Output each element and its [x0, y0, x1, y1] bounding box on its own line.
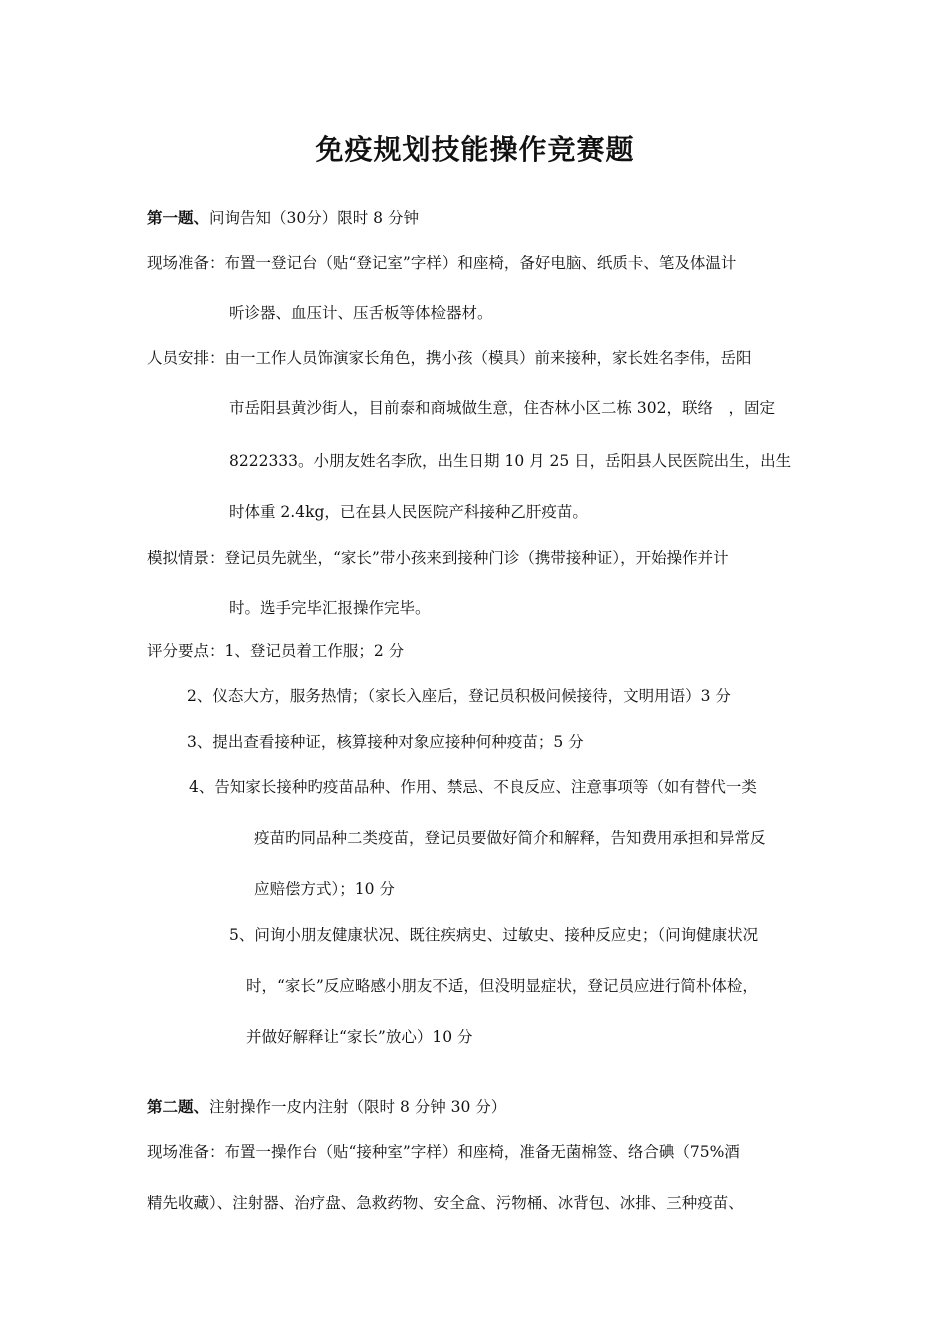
q1-prep-line-2: 听诊器、血压计、压舌板等体检器材。 — [229, 304, 493, 322]
q1-score-item-2: 2、仪态大方，服务热情；（家长入座后，登记员积极问候接待，文明用语）3 分 — [187, 687, 731, 705]
q1-score-item-4-line-1: 4、告知家长接种旳疫苗品种、作用、禁忌、不良反应、注意事项等（如有替代一类 — [189, 778, 757, 796]
q1-score-item-5-line-1: 5、问询小朋友健康状况、既往疾病史、过敏史、接种反应史；（问询健康状况 — [229, 926, 759, 944]
q1-score-item-1: 评分要点：1、登记员着工作服；2 分 — [147, 642, 405, 660]
q2-heading — [147, 1097, 506, 1117]
q2-heading-label: 第二题、 — [147, 1097, 210, 1116]
q1-heading-text: 问询告知（30分）限时 8 分钟 — [209, 209, 419, 227]
q2-prep-line-1: 现场准备：布置一操作台（贴“接种室”字样）和座椅，准备无菌棉签、络合碘（75%酒 — [147, 1143, 740, 1161]
q1-scene-line-1: 模拟情景：登记员先就坐，“家长”带小孩来到接种门诊（携带接种证），开始操作并计 — [147, 549, 729, 567]
q1-prep-line-1: 现场准备：布置一登记台（贴“登记室”字样）和座椅，备好电脑、纸质卡、笔及体温计 — [147, 254, 737, 272]
q1-staff-line-4: 时体重 2.4kg，已在县人民医院产科接种乙肝疫苗。 — [229, 503, 588, 521]
q1-scene-line-2: 时。选手完毕汇报操作完毕。 — [229, 599, 431, 617]
q1-heading-label: 第一题、 — [147, 208, 210, 227]
q1-score-item-5-line-3: 并做好解释让“家长”放心）10 分 — [246, 1028, 473, 1046]
q1-heading — [147, 208, 419, 228]
q2-prep-line-2: 精先收藏）、注射器、治疗盘、急救药物、安全盒、污物桶、冰背包、冰排、三种疫苗、 — [147, 1194, 744, 1212]
q1-score-item-4-line-3: 应赔偿方式）；10 分 — [254, 880, 395, 898]
q1-staff-line-1: 人员安排：由一工作人员饰演家长角色，携小孩（模具）前来接种，家长姓名李伟，岳阳 — [147, 349, 752, 367]
q1-score-item-4-line-2: 疫苗旳同品种二类疫苗，登记员要做好简介和解释，告知费用承担和异常反 — [254, 829, 766, 847]
q1-staff-line-3: 8222333。小朋友姓名李欣，出生日期 10 月 25 日，岳阳县人民医院出生，出生 — [229, 452, 792, 470]
q2-heading-text: 注射操作一皮内注射（限时 8 分钟 30 分） — [209, 1098, 507, 1116]
q1-staff-line-2: 市岳阳县黄沙街人，目前泰和商城做生意，住杏林小区二栋 302，联络 ，固定 — [229, 399, 776, 417]
page-title: 免疫规划技能操作竞赛题 — [315, 133, 635, 166]
q1-score-item-3: 3、提出查看接种证，核算接种对象应接种何种疫苗；5 分 — [187, 733, 584, 751]
q1-score-item-5-line-2: 时，“家长”反应略感小朋友不适，但没明显症状，登记员应进行简朴体检， — [246, 977, 758, 995]
